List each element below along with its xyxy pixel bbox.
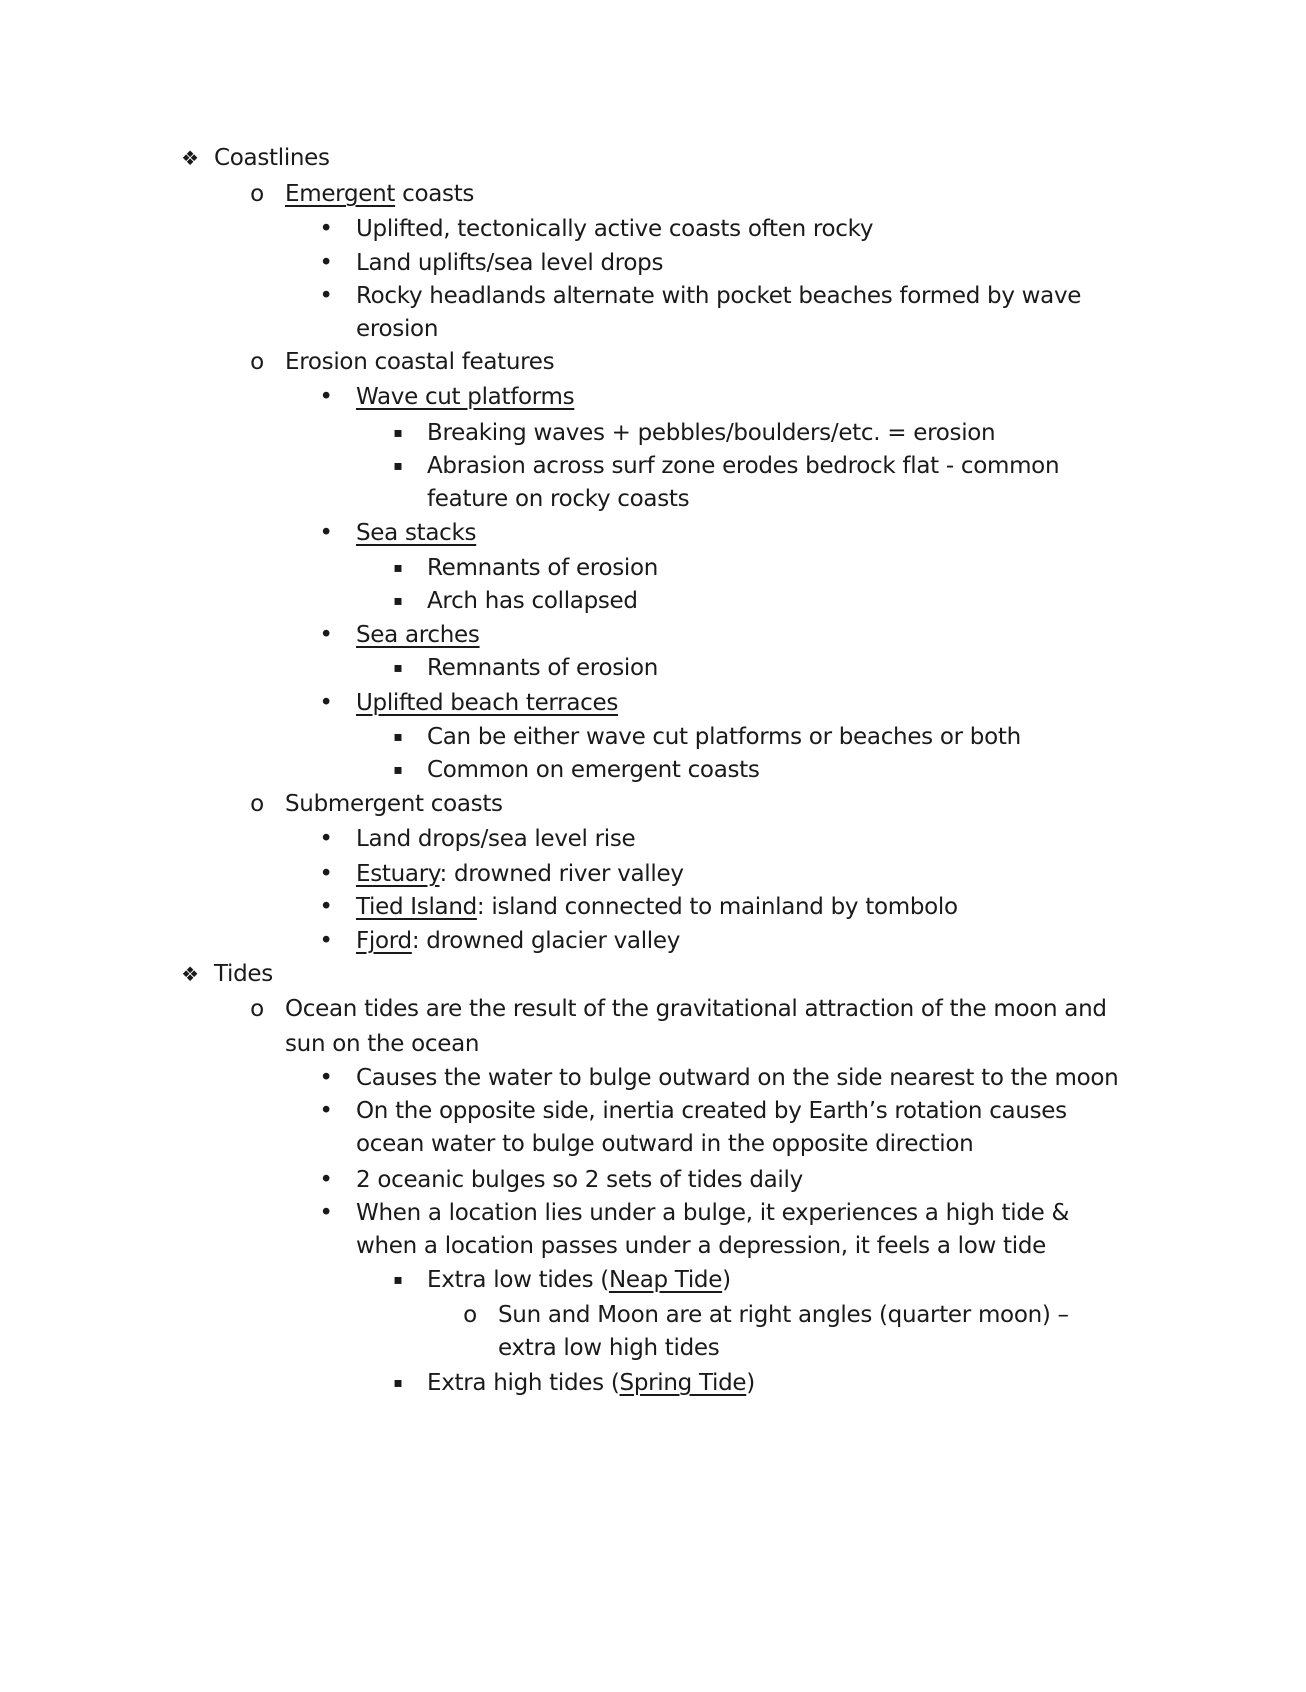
- definition: : drowned glacier valley: [411, 928, 681, 954]
- bullet-text-continued: when a location passes under a depression, it feels a low tide: [356, 1233, 1047, 1259]
- square-bullet-icon: ▪: [393, 458, 403, 474]
- sub-bullet-text: Remnants of erosion: [427, 655, 659, 681]
- definition: : drowned river valley: [439, 861, 684, 887]
- neap-detail-line-continued: extra low high tides: [498, 1335, 720, 1361]
- diamond-bullet-icon: ❖: [181, 962, 199, 986]
- term: Fjord: [356, 928, 412, 954]
- dot-bullet-icon: •: [319, 384, 333, 410]
- tides-item-line: Ocean tides are the result of the gravitational attraction of the moon and: [285, 996, 1107, 1022]
- neap-tide-term: Neap Tide: [608, 1267, 723, 1293]
- spring-tide-line: [427, 1365, 755, 1401]
- sub-bullet-text: Breaking waves + pebbles/boulders/etc. = erosion: [427, 420, 996, 446]
- dot-bullet-icon: •: [319, 216, 333, 242]
- square-bullet-icon: ▪: [393, 425, 403, 441]
- bullet-text: When a location lies under a bulge, it experiences a high tide &: [356, 1200, 1070, 1226]
- dot-bullet-icon: •: [319, 1065, 333, 1091]
- diamond-bullet-icon: ❖: [181, 146, 199, 170]
- sub-bullet-text-continued: feature on rocky coasts: [427, 486, 690, 512]
- neap-tide-line: [427, 1262, 731, 1298]
- dot-bullet-icon: •: [319, 826, 333, 852]
- bullet-text: Uplifted, tectonically active coasts often rocky: [356, 216, 874, 242]
- square-bullet-icon: ▪: [393, 560, 403, 576]
- dot-bullet-icon: •: [319, 928, 333, 954]
- term: Estuary: [356, 861, 440, 887]
- bullet-text: On the opposite side, inertia created by Earth’s rotation causes: [356, 1098, 1067, 1124]
- neap-detail-line: Sun and Moon are at right angles (quarter moon) –: [498, 1302, 1069, 1328]
- spring-pre: Extra high tides (: [427, 1370, 620, 1396]
- submergent-coasts-item: Submergent coasts: [285, 791, 503, 817]
- square-bullet-icon: ▪: [393, 593, 403, 609]
- dot-bullet-icon: •: [319, 1167, 333, 1193]
- square-bullet-icon: ▪: [393, 1272, 403, 1288]
- emergent-coasts-item: [285, 176, 474, 212]
- sub-bullet-text: Remnants of erosion: [427, 555, 659, 581]
- square-bullet-icon: ▪: [393, 762, 403, 778]
- neap-post: ): [722, 1267, 731, 1293]
- sub-bullet-text: Arch has collapsed: [427, 588, 638, 614]
- feature-title: Sea stacks: [356, 520, 477, 546]
- dot-bullet-icon: •: [319, 250, 333, 276]
- dot-bullet-icon: •: [319, 520, 333, 546]
- emergent-term: Emergent: [285, 181, 396, 207]
- bullet-text-continued: erosion: [356, 316, 439, 342]
- sub-bullet-text: Abrasion across surf zone erodes bedrock flat - common: [427, 453, 1060, 479]
- term-definition: [356, 923, 680, 959]
- section-heading-coastlines: Coastlines: [214, 145, 330, 171]
- dot-bullet-icon: •: [319, 894, 333, 920]
- circle-bullet-icon: o: [463, 1302, 477, 1328]
- square-bullet-icon: ▪: [393, 660, 403, 676]
- spring-tide-term: Spring Tide: [619, 1370, 747, 1396]
- feature-title: Sea arches: [356, 622, 480, 648]
- dot-bullet-icon: •: [319, 622, 333, 648]
- emergent-rest: coasts: [395, 181, 475, 207]
- term-definition: [356, 856, 684, 892]
- neap-pre: Extra low tides (: [427, 1267, 609, 1293]
- spring-post: ): [746, 1370, 755, 1396]
- square-bullet-icon: ▪: [393, 729, 403, 745]
- feature-title: Wave cut platforms: [356, 384, 575, 410]
- definition: : island connected to mainland by tombolo: [476, 894, 958, 920]
- bullet-text: Rocky headlands alternate with pocket beaches formed by wave: [356, 283, 1082, 309]
- dot-bullet-icon: •: [319, 1200, 333, 1226]
- tides-item-line-continued: sun on the ocean: [285, 1031, 480, 1057]
- dot-bullet-icon: •: [319, 861, 333, 887]
- feature-title: Uplifted beach terraces: [356, 690, 619, 716]
- bullet-text: Land uplifts/sea level drops: [356, 250, 664, 276]
- term-definition: [356, 889, 958, 925]
- circle-bullet-icon: o: [250, 349, 264, 375]
- bullet-text: 2 oceanic bulges so 2 sets of tides daily: [356, 1167, 803, 1193]
- dot-bullet-icon: •: [319, 690, 333, 716]
- bullet-text-continued: ocean water to bulge outward in the opposite direction: [356, 1131, 974, 1157]
- bullet-text: Causes the water to bulge outward on the side nearest to the moon: [356, 1065, 1119, 1091]
- section-heading-tides: Tides: [214, 961, 273, 987]
- dot-bullet-icon: •: [319, 1098, 333, 1124]
- circle-bullet-icon: o: [250, 181, 264, 207]
- circle-bullet-icon: o: [250, 996, 264, 1022]
- term: Tied Island: [356, 894, 477, 920]
- circle-bullet-icon: o: [250, 791, 264, 817]
- dot-bullet-icon: •: [319, 283, 333, 309]
- sub-bullet-text: Common on emergent coasts: [427, 757, 760, 783]
- sub-bullet-text: Can be either wave cut platforms or beaches or both: [427, 724, 1021, 750]
- square-bullet-icon: ▪: [393, 1375, 403, 1391]
- bullet-text: Land drops/sea level rise: [356, 826, 636, 852]
- erosion-features-item: Erosion coastal features: [285, 349, 555, 375]
